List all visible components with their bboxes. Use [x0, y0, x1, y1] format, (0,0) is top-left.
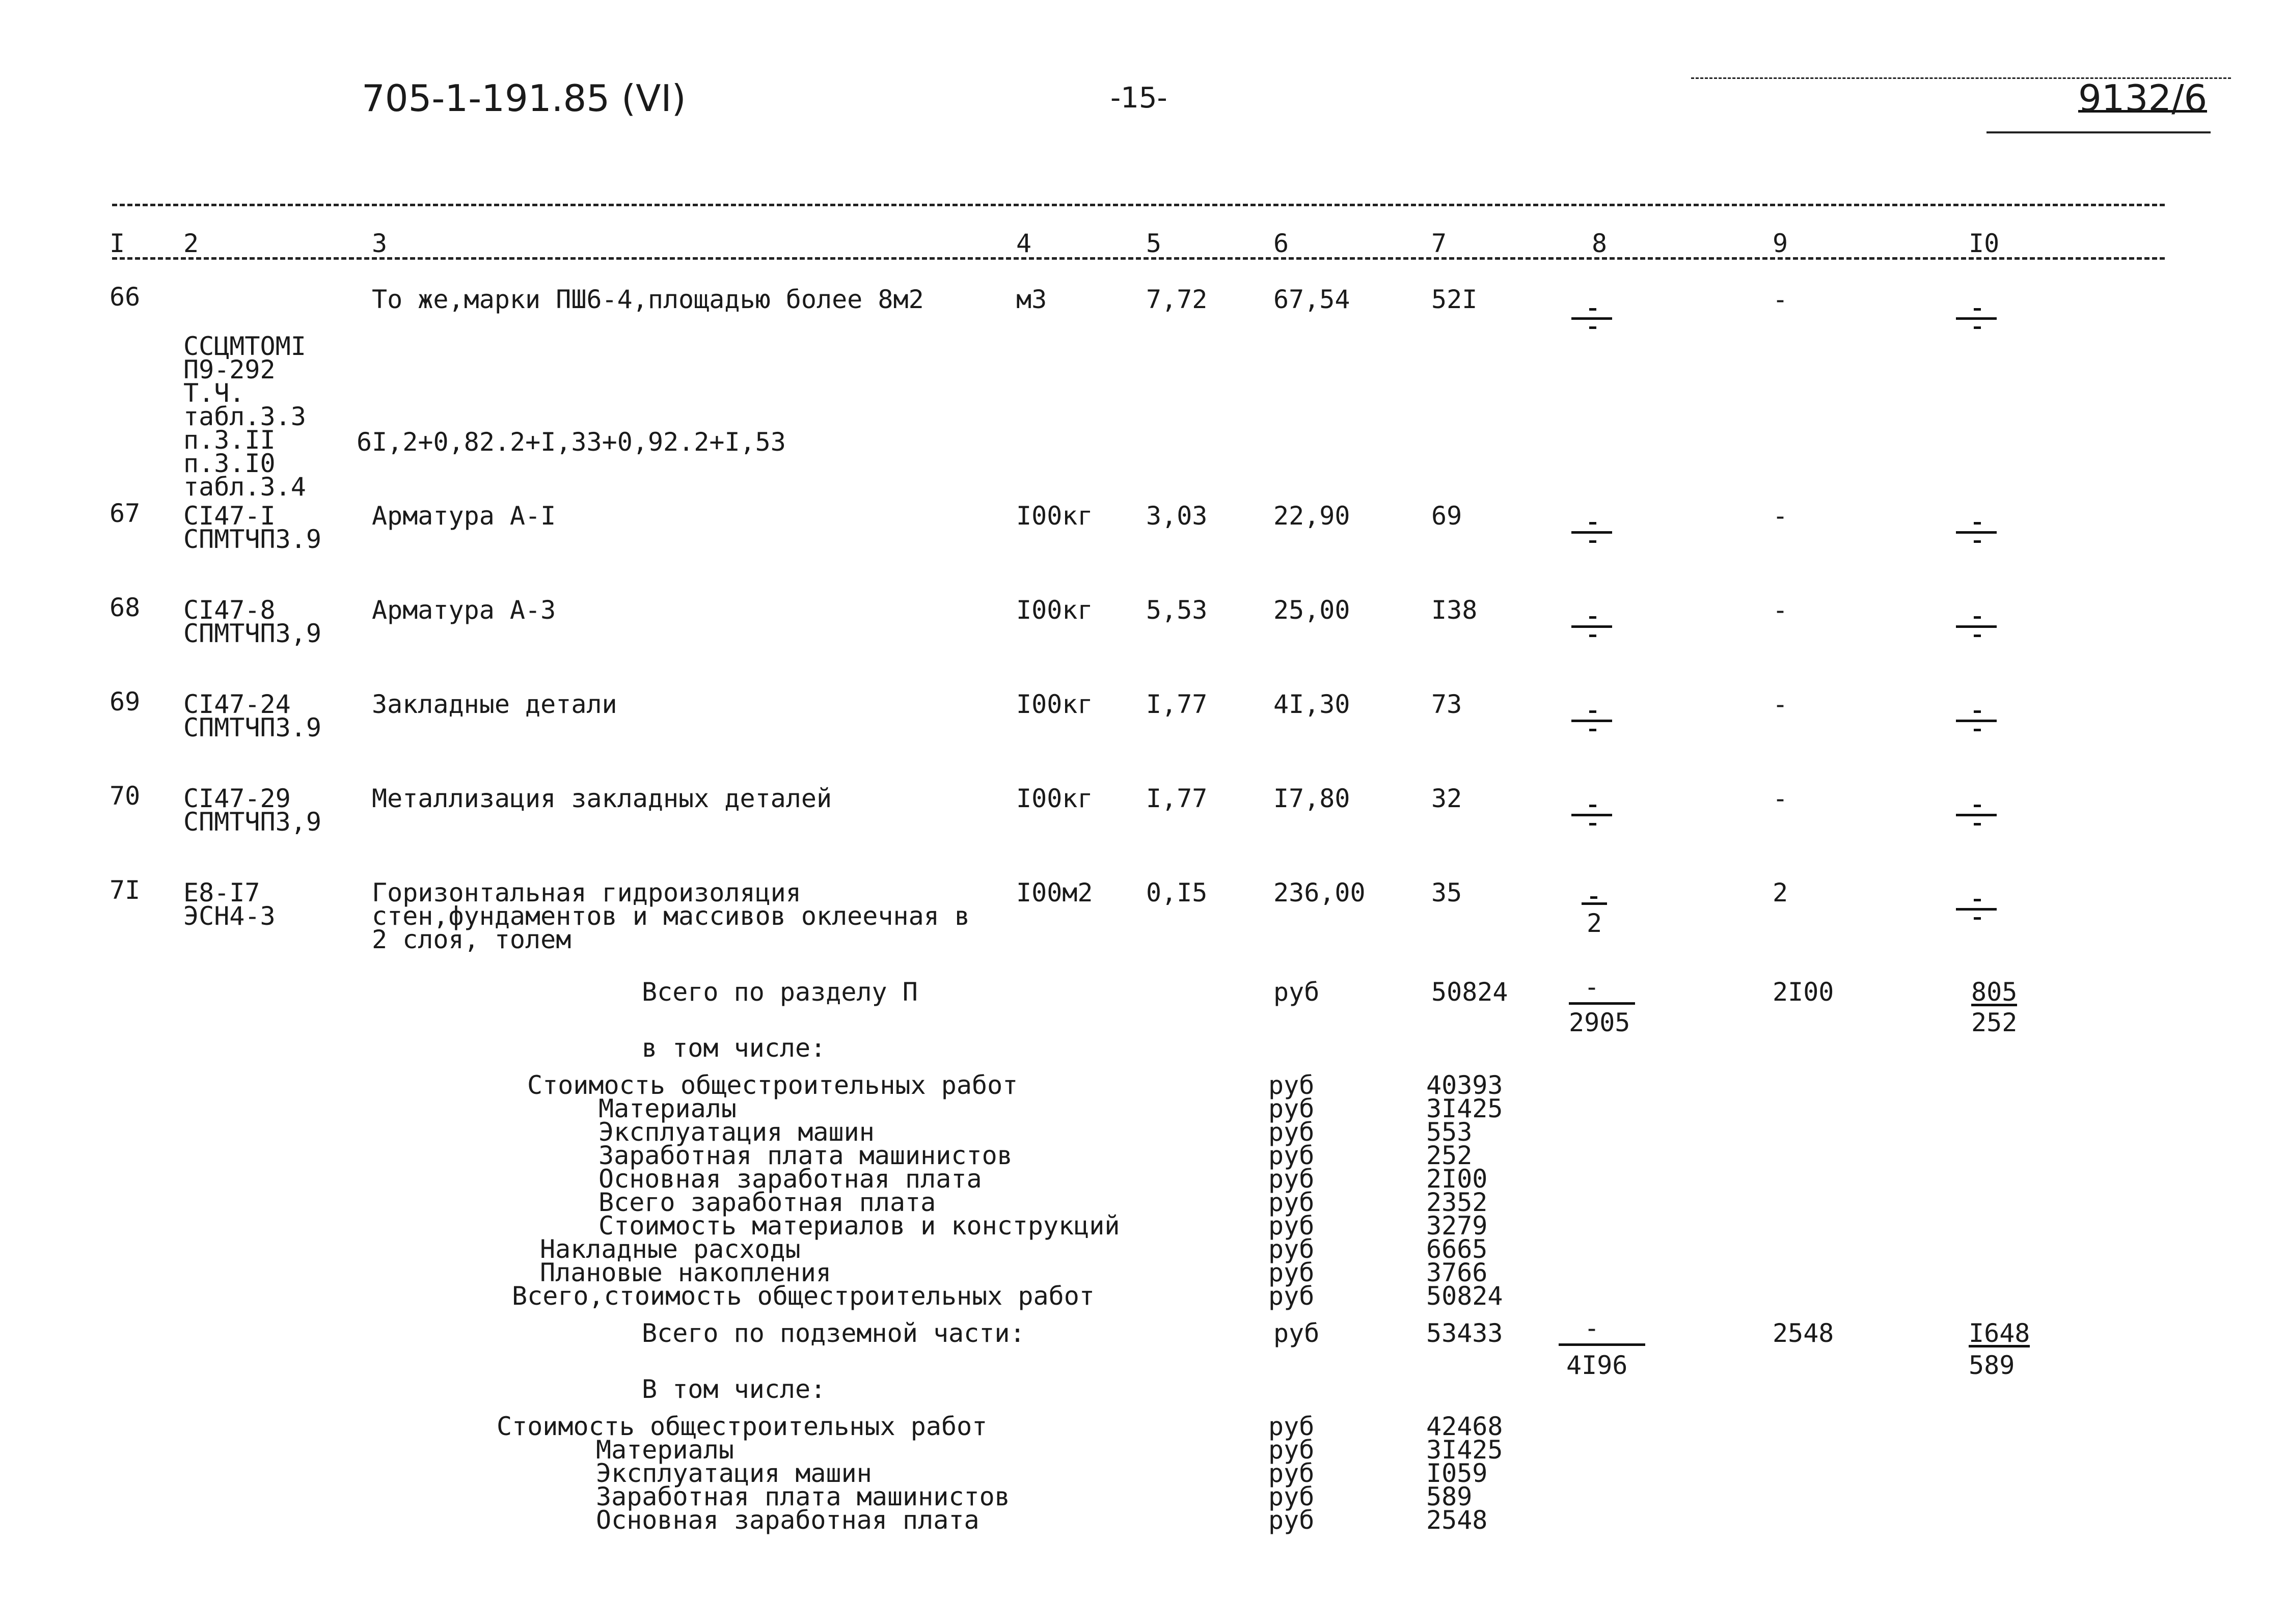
row-unit: I00кг: [1016, 501, 1093, 531]
col-header-7: 7: [1431, 229, 1447, 258]
row-qty: 5,53: [1146, 595, 1208, 625]
breakdown-value: 2352: [1426, 1188, 1488, 1217]
underground-total-unit: руб: [1273, 1318, 1320, 1348]
breakdown-value: 3279: [1426, 1211, 1488, 1241]
row-number: 66: [110, 282, 141, 312]
fraction-dash-mark: [1951, 700, 2002, 741]
breakdown-unit: руб: [1268, 1258, 1315, 1287]
breakdown-label: Материалы: [598, 1094, 737, 1123]
section-col8-bottom: 2905: [1569, 1008, 1630, 1037]
breakdown-label: Эксплуатация машин: [596, 1458, 872, 1488]
breakdown-value: 553: [1426, 1117, 1473, 1147]
underground-total-value: 53433: [1426, 1318, 1503, 1348]
row-col9: -: [1773, 690, 1788, 719]
row-col9: -: [1773, 595, 1788, 625]
breakdown-unit: руб: [1268, 1164, 1315, 1194]
breakdown-label: Стоимость общестроительных работ: [497, 1412, 988, 1441]
fraction-dash-mark: [1566, 794, 1617, 835]
row-col8-bottom: 2: [1587, 909, 1602, 938]
row-price: 4I,30: [1273, 690, 1350, 719]
breakdown-label: Всего заработная плата: [598, 1188, 936, 1217]
breakdown-value: 6665: [1426, 1234, 1488, 1264]
fraction-bar: [1582, 902, 1607, 905]
breakdown-unit: руб: [1268, 1458, 1315, 1488]
row-unit: I00кг: [1016, 690, 1093, 719]
breakdown-value: 40393: [1426, 1070, 1503, 1100]
page-number: -15-: [1110, 81, 1167, 115]
breakdown-label: Заработная плата машинистов: [598, 1141, 1013, 1170]
row-name: Закладные детали: [372, 690, 617, 719]
fraction-dash-mark: [1951, 606, 2002, 647]
section-total-unit: руб: [1273, 977, 1320, 1007]
fraction-bar: [1569, 1002, 1635, 1005]
row-code: СI47-8 СПМТЧП3,9: [183, 595, 321, 648]
breakdown-unit: руб: [1268, 1094, 1315, 1123]
row-price: 22,90: [1273, 501, 1350, 531]
row-price: 67,54: [1273, 285, 1350, 314]
col-header-10: I0: [1969, 229, 2000, 258]
breakdown-unit: руб: [1268, 1211, 1315, 1241]
breakdown-value: 3I425: [1426, 1094, 1503, 1123]
row-qty: 3,03: [1146, 501, 1208, 531]
row-qty: I,77: [1146, 784, 1208, 813]
section-col8-top: -: [1584, 972, 1600, 1002]
row-code: ССЦМТОМI П9-292 Т.Ч. табл.3.3 п.3.II п.3.I0 табл.3.4: [183, 332, 306, 502]
fraction-dash-mark: [1566, 606, 1617, 647]
fraction-bar: [1559, 1343, 1645, 1346]
section-total-label: Всего по разделу П: [642, 977, 918, 1007]
document-code: 705-1-191.85 (VI): [362, 77, 686, 120]
section-total-value: 50824: [1431, 977, 1508, 1007]
col-header-4: 4: [1016, 229, 1032, 258]
underground-col8-bottom: 4I96: [1566, 1351, 1628, 1380]
fraction-dash-mark: [1590, 896, 1597, 899]
table-header-rule: [112, 257, 2165, 260]
section-col10-top: 805: [1971, 977, 2018, 1007]
underground-breakdown-heading: В том числе:: [642, 1374, 826, 1404]
row-col9: -: [1773, 501, 1788, 531]
fraction-dash-mark: [1951, 298, 2002, 339]
breakdown-label: Основная заработная плата: [598, 1164, 982, 1194]
col-header-5: 5: [1146, 229, 1162, 258]
breakdown-unit: руб: [1268, 1412, 1315, 1441]
col-header-6: 6: [1273, 229, 1289, 258]
section-col9: 2I00: [1773, 977, 1834, 1007]
breakdown-value: 3I425: [1426, 1435, 1503, 1465]
col-header-1: I: [110, 229, 125, 258]
row-code: Е8-I7 ЭСН4-3: [183, 878, 276, 931]
row-unit: I00м2: [1016, 878, 1093, 907]
col-header-9: 9: [1773, 229, 1788, 258]
row-price: I7,80: [1273, 784, 1350, 813]
row-col9: -: [1773, 784, 1788, 813]
row-name: Арматура А-3: [372, 595, 556, 625]
breakdown-unit: руб: [1268, 1234, 1315, 1264]
row-col9: 2: [1773, 878, 1788, 907]
fraction-dash-mark: [1566, 298, 1617, 339]
row-qty: 0,I5: [1146, 878, 1208, 907]
row-unit: I00кг: [1016, 784, 1093, 813]
fraction-dash-mark: [1566, 700, 1617, 741]
underground-total-label: Всего по подземной части:: [642, 1318, 1025, 1348]
row-total: 35: [1431, 878, 1462, 907]
breakdown-label: Основная заработная плата: [596, 1505, 979, 1535]
sheet-number: 9132/6: [2078, 77, 2208, 120]
breakdown-label: Заработная плата машинистов: [596, 1482, 1010, 1511]
breakdown-value: 589: [1426, 1482, 1473, 1511]
col-header-3: 3: [372, 229, 388, 258]
breakdown-label: Эксплуатация машин: [598, 1117, 875, 1147]
row-col9: -: [1773, 285, 1788, 314]
col-header-2: 2: [183, 229, 199, 258]
row-number: 67: [110, 499, 141, 528]
breakdown-value: 252: [1426, 1141, 1473, 1170]
row-qty: I,77: [1146, 690, 1208, 719]
header-rule-2: [1986, 131, 2211, 133]
breakdown-value: 50824: [1426, 1281, 1503, 1311]
underground-col9: 2548: [1773, 1318, 1834, 1348]
breakdown-value: 2I00: [1426, 1164, 1488, 1194]
row-total: I38: [1431, 595, 1478, 625]
row-total: 32: [1431, 784, 1462, 813]
row-number: 69: [110, 687, 141, 717]
underground-col10-top: I648: [1969, 1318, 2030, 1348]
breakdown-label: Стоимость материалов и конструкций: [598, 1211, 1120, 1241]
breakdown-unit: руб: [1268, 1188, 1315, 1217]
breakdown-value: 2548: [1426, 1505, 1488, 1535]
section-col10-bottom: 252: [1971, 1008, 2018, 1037]
table-top-rule: [112, 204, 2165, 206]
fraction-dash-mark: [1951, 889, 2002, 929]
breakdown-unit: руб: [1268, 1435, 1315, 1465]
breakdown-value: 3766: [1426, 1258, 1488, 1287]
row-code: СI47-I СПМТЧП3.9: [183, 501, 321, 554]
breakdown-unit: руб: [1268, 1117, 1315, 1147]
fraction-dash-mark: [1951, 794, 2002, 835]
row-price: 25,00: [1273, 595, 1350, 625]
row-number: 7I: [110, 875, 141, 905]
row-name: Металлизация закладных деталей: [372, 784, 832, 813]
row-name: Горизонтальная гидроизоляция стен,фундаментов и массивов оклеечная в 2 слоя, толем: [372, 878, 970, 954]
underground-col10-bottom: 589: [1969, 1351, 2015, 1380]
breakdown-unit: руб: [1268, 1281, 1315, 1311]
breakdown-label: Материалы: [596, 1435, 734, 1465]
fraction-dash-mark: [1951, 512, 2002, 553]
row-total: 73: [1431, 690, 1462, 719]
underground-col8-top: -: [1584, 1313, 1600, 1343]
breakdown-value: I059: [1426, 1458, 1488, 1488]
row-unit: м3: [1016, 285, 1047, 314]
breakdown-unit: руб: [1268, 1505, 1315, 1535]
breakdown-label: Всего,стоимость общестроительных работ: [512, 1281, 1095, 1311]
breakdown-unit: руб: [1268, 1141, 1315, 1170]
section-breakdown-heading: в том числе:: [642, 1033, 826, 1063]
col-header-8: 8: [1592, 229, 1608, 258]
breakdown-unit: руб: [1268, 1482, 1315, 1511]
row-number: 70: [110, 781, 141, 811]
fraction-dash-mark: [1566, 512, 1617, 553]
row-price: 236,00: [1273, 878, 1366, 907]
header-rule: [1691, 77, 2231, 79]
row-name: Арматура А-I: [372, 501, 556, 531]
row-code: СI47-24 СПМТЧП3.9: [183, 690, 321, 742]
breakdown-label: Накладные расходы: [540, 1234, 801, 1264]
breakdown-label: Плановые накопления: [540, 1258, 831, 1287]
breakdown-unit: руб: [1268, 1070, 1315, 1100]
row-calculation: 6I,2+0,82.2+I,33+0,92.2+I,53: [357, 427, 786, 457]
row-code: СI47-29 СПМТЧП3,9: [183, 784, 321, 837]
breakdown-label: Стоимость общестроительных работ: [527, 1070, 1018, 1100]
breakdown-value: 42468: [1426, 1412, 1503, 1441]
row-total: 69: [1431, 501, 1462, 531]
row-name: То же,марки ПШ6-4,площадью более 8м2: [372, 285, 924, 314]
row-qty: 7,72: [1146, 285, 1208, 314]
row-total: 52I: [1431, 285, 1478, 314]
row-unit: I00кг: [1016, 595, 1093, 625]
row-number: 68: [110, 593, 141, 622]
